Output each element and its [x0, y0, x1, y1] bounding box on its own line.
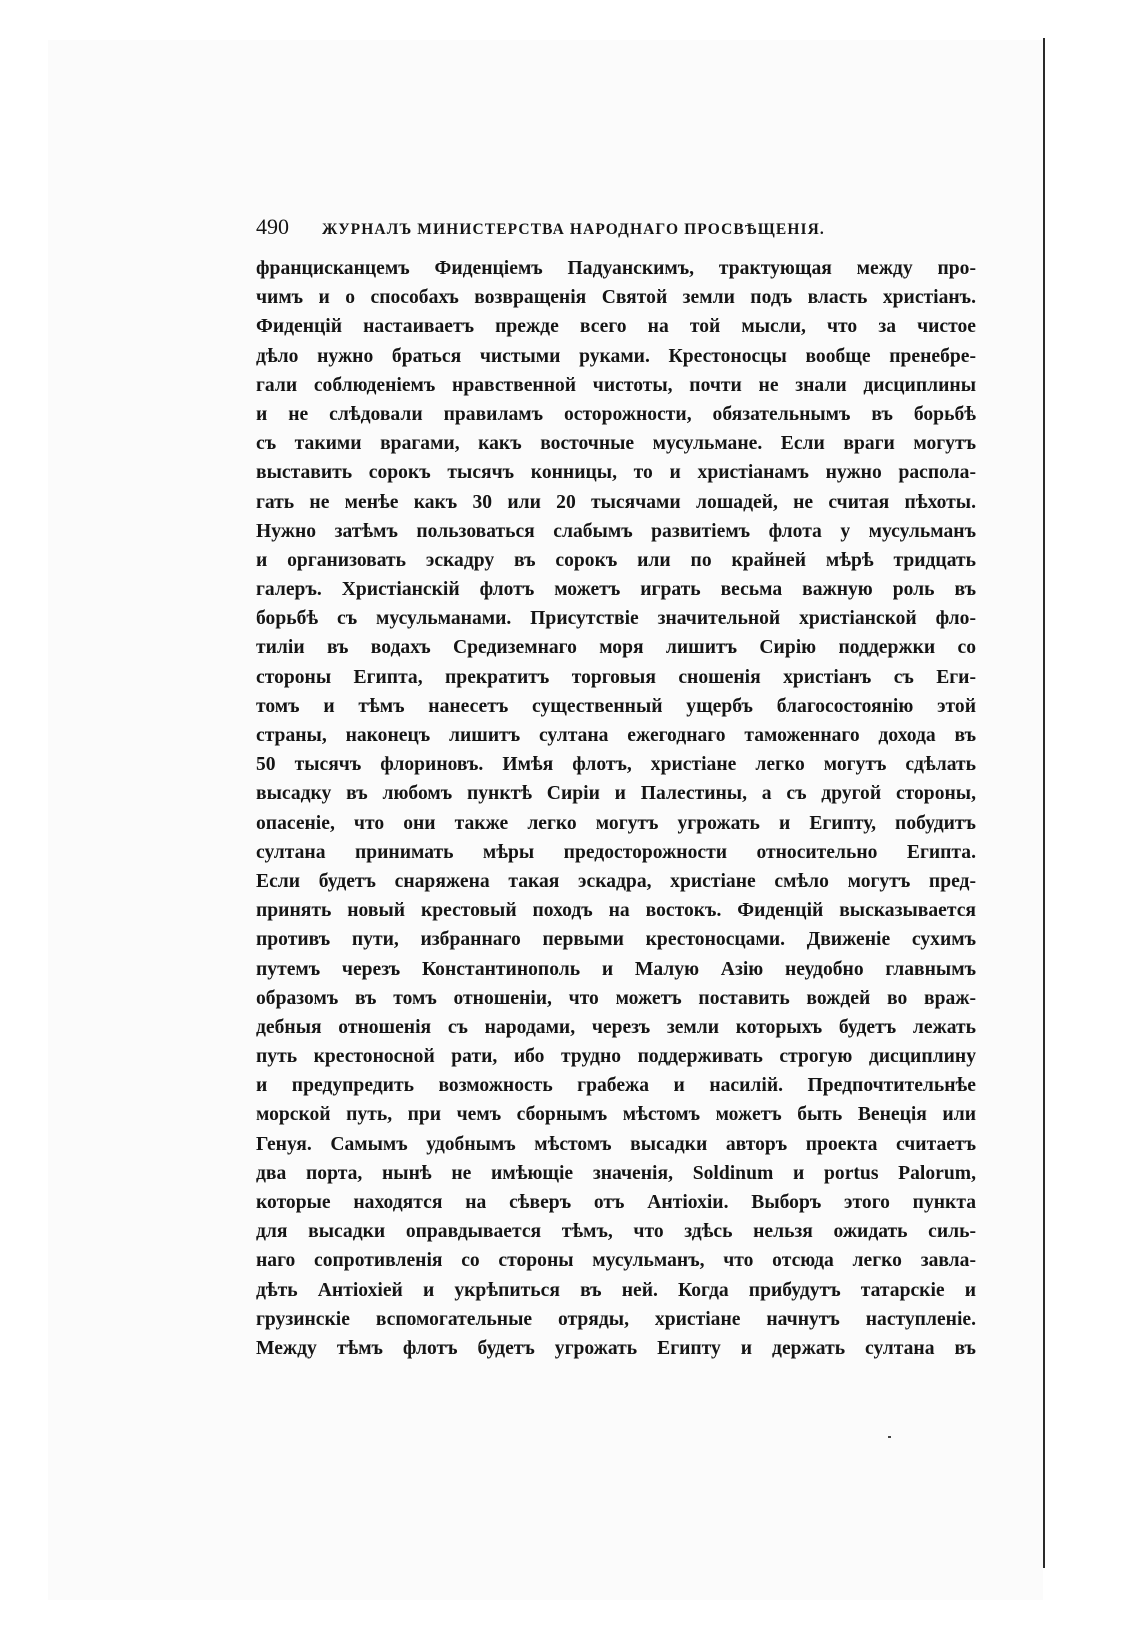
text-line: гали соблюденіемъ нравственной чистоты, почти не знали дисциплины	[256, 374, 976, 396]
scan-speck	[888, 1436, 891, 1438]
body-text	[256, 254, 976, 1363]
text-line: образомъ въ томъ отношеніи, что можетъ поставить вождей во враж-	[256, 987, 976, 1009]
text-line: и не слѣдовали правиламъ осторожности, обязательнымъ въ борьбѣ	[256, 403, 976, 425]
text-line: Между тѣмъ флотъ будетъ угрожать Египту и держать султана въ	[256, 1337, 976, 1359]
running-head	[256, 214, 976, 248]
running-title: ЖУРНАЛЪ МИНИСТЕРСТВА НАРОДНАГО ПРОСВѢЩЕНІЯ.	[322, 221, 825, 238]
text-line: францисканцемъ Фиденціемъ Падуанскимъ, трактующая между про-	[256, 258, 976, 279]
text-line: дебныя отношенія съ народами, черезъ земли которыхъ будетъ лежать	[256, 1016, 976, 1038]
text-line: два порта, нынѣ не имѣющіе значенія, Soldinum и portus Palorum,	[256, 1162, 976, 1184]
text-line: для высадки оправдывается тѣмъ, что здѣсь нельзя ожидать силь-	[256, 1221, 976, 1243]
text-line: тиліи въ водахъ Средиземнаго моря лишитъ Сирію поддержки со	[256, 637, 976, 659]
text-line: дѣть Антіохіей и укрѣпиться въ ней. Когда прибудутъ татарскіе и	[256, 1279, 976, 1301]
text-line: дѣло нужно браться чистыми руками. Крестоносцы вообще пренебре-	[256, 345, 976, 367]
text-line: Если будетъ снаряжена такая эскадра, христіане смѣло могутъ пред-	[256, 870, 976, 892]
text-line: выставить сорокъ тысячъ конницы, то и христіанамъ нужно распола-	[256, 462, 976, 484]
text-line: страны, наконецъ лишитъ султана ежегоднаго таможеннаго дохода въ	[256, 725, 976, 746]
text-line: опасеніе, что они также легко могутъ угрожать и Египту, побудитъ	[256, 812, 976, 834]
text-line: высадку въ любомъ пунктѣ Сиріи и Палестины, а съ другой стороны,	[256, 783, 976, 805]
text-line: Нужно затѣмъ пользоваться слабымъ развитіемъ флота у мусульманъ	[256, 520, 976, 542]
text-line: Фиденцій настаиваетъ прежде всего на той мысли, что за чистое	[256, 316, 976, 338]
text-line: съ такими врагами, какъ восточные мусульмане. Если враги могутъ	[256, 433, 976, 455]
text-line: морской путь, при чемъ сборнымъ мѣстомъ можетъ быть Венеція или	[256, 1104, 976, 1126]
text-line: чимъ и о способахъ возвращенія Святой земли подъ власть христіанъ.	[256, 287, 976, 309]
text-line: которые находятся на сѣверъ отъ Антіохіи. Выборъ этого пункта	[256, 1192, 976, 1213]
text-line: путемъ черезъ Константинополь и Малую Азію неудобно главнымъ	[256, 958, 976, 980]
text-line: борьбѣ съ мусульманами. Присутствіе значительной христіанской фло-	[256, 608, 976, 630]
text-line: томъ и тѣмъ нанесетъ существенный ущербъ благосостоянію этой	[256, 695, 976, 717]
text-line: гать не менѣе какъ 30 или 20 тысячами лошадей, не считая пѣхоты.	[256, 491, 976, 513]
text-line: и организовать эскадру въ сорокъ или по крайней мѣрѣ тридцать	[256, 549, 976, 571]
text-line: путь крестоносной рати, ибо трудно поддерживать строгую дисциплину	[256, 1046, 976, 1068]
text-line: принять новый крестовый походъ на востокъ. Фиденцій высказывается	[256, 900, 976, 922]
text-line: галеръ. Христіанскій флотъ можетъ играть весьма важную роль въ	[256, 579, 976, 601]
text-line: Генуя. Самымъ удобнымъ мѣстомъ высадки авторъ проекта считаетъ	[256, 1133, 976, 1155]
text-line: противъ пути, избраннаго первыми крестоносцами. Движеніе сухимъ	[256, 929, 976, 951]
document-page	[256, 214, 976, 1363]
text-line: и предупредить возможность грабежа и насилій. Предпочтительнѣе	[256, 1075, 976, 1097]
page-number: 490	[256, 214, 289, 239]
text-line: 50 тысячъ флориновъ. Имѣя флотъ, христіане легко могутъ сдѣлать	[256, 754, 976, 776]
text-line: султана принимать мѣры предосторожности относительно Египта.	[256, 841, 976, 863]
text-line: стороны Египта, прекратитъ торговыя сношенія христіанъ съ Еги-	[256, 666, 976, 688]
page-edge-rule	[1043, 38, 1045, 1568]
text-line: наго сопротивленія со стороны мусульманъ, что отсюда легко завла-	[256, 1250, 976, 1272]
text-line: грузинскіе вспомогательные отряды, христіане начнутъ наступленіе.	[256, 1308, 976, 1330]
